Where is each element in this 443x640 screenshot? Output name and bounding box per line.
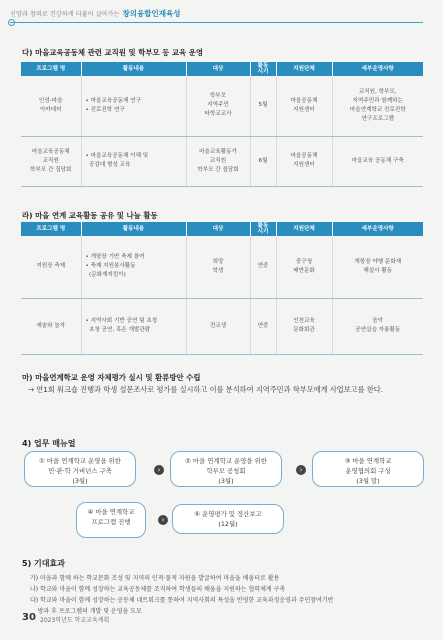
column-header: 대상 bbox=[186, 222, 250, 236]
table-r-heading: 라) 마을 연계 교육활동 공유 및 나눔 활동 bbox=[22, 211, 158, 220]
cell-org: 중구청 배반문화 bbox=[276, 236, 332, 298]
cell-detail: 음악 공연실습 자율활동 bbox=[332, 298, 423, 354]
table-r-body bbox=[21, 236, 423, 354]
cell-activity: • 개항장 기반 축제 참여 • 축제 지원봉사활동 (문화재지킴이) bbox=[81, 236, 186, 298]
column-header: 활동 시기 bbox=[250, 222, 276, 236]
cell-target: 전교생 bbox=[186, 298, 250, 354]
page-number: 30 bbox=[22, 612, 36, 623]
cell-time: 연중 bbox=[250, 298, 276, 354]
cell-org: 마을공동체 지원센터 bbox=[276, 76, 332, 136]
flow-step-4 bbox=[76, 502, 146, 538]
cell-target: 마을교육활동가 교직원 학부모 간 집담회 bbox=[186, 136, 250, 186]
column-header: 지원단체 bbox=[276, 222, 332, 236]
table-row bbox=[21, 76, 423, 136]
cell-activity: • 마을교육공동체 이해 및 공감대 형성 교육 bbox=[81, 136, 186, 186]
header-rule bbox=[10, 22, 423, 23]
cell-detail: 개항장 야행 문화재 해설사 활동 bbox=[332, 236, 423, 298]
column-header: 활동내용 bbox=[81, 62, 186, 76]
flow-step-3 bbox=[312, 451, 424, 487]
flow-step-date: (3월) bbox=[218, 477, 234, 485]
arrow-right-icon: › bbox=[154, 465, 164, 475]
flow-step-date: (12월) bbox=[218, 520, 238, 528]
table-d-header bbox=[21, 62, 423, 76]
table-d-body bbox=[21, 76, 423, 186]
effects-heading: 5) 기대효과 bbox=[22, 559, 65, 568]
flow-step-title: ① 마을 연계학교 운영을 위한 민·관·학 거버넌스 구축 bbox=[39, 457, 121, 475]
flow-step-2 bbox=[170, 451, 282, 487]
cell-time: 연중 bbox=[250, 236, 276, 298]
table-d-heading: 다) 마을교육공동체 관련 교직원 및 학부모 등 교육 운영 bbox=[22, 48, 204, 57]
cell-name: 예술와 놀자 bbox=[21, 298, 81, 354]
cell-name: 지원장 축제 bbox=[21, 236, 81, 298]
table-r-header bbox=[21, 222, 423, 236]
table-d bbox=[21, 62, 423, 187]
flow-step-title: ② 마을 연계학교 운영을 위한 학부모 공청회 bbox=[185, 457, 267, 475]
flow-step-title: ③ 마을 연계학교 운영협의회 구성 bbox=[344, 457, 392, 475]
table-r bbox=[21, 222, 423, 355]
column-header: 프로그램 명 bbox=[21, 62, 81, 76]
cell-activity: • 마을교육공동체 연구 • 진로진학 연구 bbox=[81, 76, 186, 136]
cell-activity: • 지역사회 기반 공연 팀 초청 초청 공연, 혹은 개발관람 bbox=[81, 298, 186, 354]
cell-time: 6월 bbox=[250, 136, 276, 186]
header-title: 창의융합인재육성 bbox=[122, 9, 181, 18]
section-m-heading: 마) 마을연계학교 운영 자체평가 실시 및 환류방안 수립 bbox=[22, 373, 201, 382]
flow-step-date: (3월 말) bbox=[356, 477, 380, 485]
flow-step-date: (3월) bbox=[72, 477, 88, 485]
column-header: 대상 bbox=[186, 62, 250, 76]
effect-item: 방과 후 프로그램의 개발 및 운영을 도모 bbox=[30, 608, 142, 615]
effect-item: 다) 학교와 마을이 함께 성장하는 공동체 네트워크를 통하여 지역사회의 특성을 반영한 교육과정운영과 주민참여기반 bbox=[30, 597, 334, 604]
arrow-right-icon: › bbox=[296, 465, 306, 475]
effect-item: 나) 학교와 마을이 함께 성장하는 교육공동체를 조직하여 학생들의 배움을 지원하는 협력체계 구축 bbox=[30, 586, 286, 593]
table-row bbox=[21, 236, 423, 298]
column-header: 프로그램 명 bbox=[21, 222, 81, 236]
cell-target: 희망 학생 bbox=[186, 236, 250, 298]
header-text: 신망과 창의로 건강하게 더불어 살아가는 창의융합인재육성 bbox=[10, 9, 181, 18]
section-m-body: → 연1회 워크숍 진행과 학생 설문조사로 평가를 실시하고 이를 분석하여 지역주민과 학부모에게 사업보고를 한다. bbox=[28, 385, 384, 394]
cell-target: 학부모 지역주민 타학교교사 bbox=[186, 76, 250, 136]
column-header: 활동내용 bbox=[81, 222, 186, 236]
arrow-right-icon: › bbox=[158, 515, 168, 525]
cell-org: 마을공동체 지원센터 bbox=[276, 136, 332, 186]
manual-heading: 4) 업무 매뉴얼 bbox=[22, 439, 76, 448]
effect-item: 가) 마을과 함께 하는 학교문화 조성 및 지역의 인적·물적 자원을 발굴하여 마을을 배움터로 활용 bbox=[30, 575, 280, 582]
cell-detail: 교직원, 학부모, 지역주민과 함께하는 마을연계학교 진로진학 연구프로그램 bbox=[332, 76, 423, 136]
flow-step-5 bbox=[172, 504, 284, 534]
column-header: 세부운영사항 bbox=[332, 62, 423, 76]
footer-text: 2023학년도 학교교육계획 bbox=[40, 617, 110, 624]
table-row bbox=[21, 298, 423, 354]
cell-time: 5월 bbox=[250, 76, 276, 136]
column-header: 활동 시기 bbox=[250, 62, 276, 76]
cell-name: 인성-마을 아카데미 bbox=[21, 76, 81, 136]
cell-org: 인천교육 문화회관 bbox=[276, 298, 332, 354]
cell-detail: 마을교육 공동체 구축 bbox=[332, 136, 423, 186]
column-header: 지원단체 bbox=[276, 62, 332, 76]
cell-name: 마을교육공동체 교직원 학부모 간 집담회 bbox=[21, 136, 81, 186]
flow-step-1 bbox=[24, 451, 136, 487]
flow-step-title: ⑤ 운영평가 및 정산보고 bbox=[194, 510, 262, 518]
flow-step-title: ④ 마을 연계학교 프로그램 진행 bbox=[87, 508, 135, 526]
table-row bbox=[21, 136, 423, 186]
column-header: 세부운영사항 bbox=[332, 222, 423, 236]
